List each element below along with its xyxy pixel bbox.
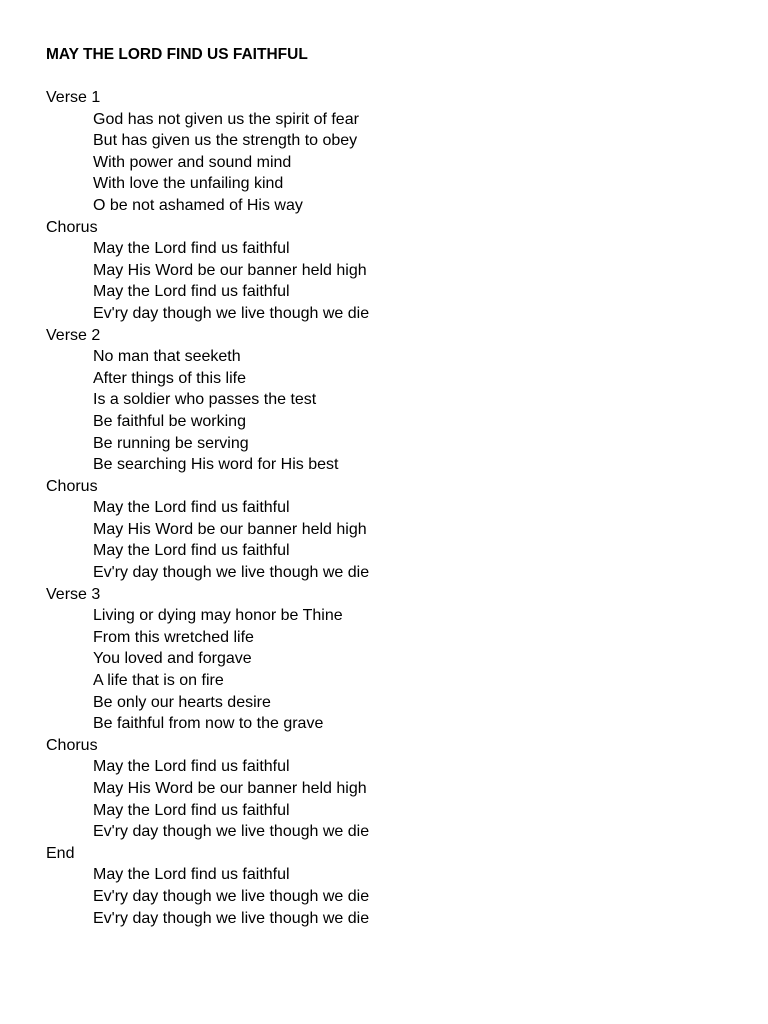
song-section: [46, 476, 746, 584]
lyric-line: O be not ashamed of His way: [93, 196, 303, 214]
lyric-line: From this wretched life: [93, 628, 254, 646]
lyric-line: May the Lord find us faithful: [93, 240, 290, 258]
song-section: [46, 87, 746, 217]
lyric-line: May the Lord find us faithful: [93, 866, 290, 884]
lyric-line: May the Lord find us faithful: [93, 542, 290, 560]
lyric-line: Be running be serving: [93, 434, 249, 452]
section-heading: Verse 3: [46, 585, 101, 603]
lyric-line: Be searching His word for His best: [93, 456, 339, 474]
lyric-line: With power and sound mind: [93, 153, 292, 171]
lyric-line: No man that seeketh: [93, 348, 241, 366]
lyric-line: A life that is on fire: [93, 672, 224, 690]
song-section: [46, 584, 746, 735]
lyric-line: May the Lord find us faithful: [93, 283, 290, 301]
lyric-line: After things of this life: [93, 369, 246, 387]
document-page: [46, 44, 746, 929]
song-section: [46, 843, 746, 929]
lyric-line: May the Lord find us faithful: [93, 801, 290, 819]
lyric-line: Ev'ry day though we live though we die: [93, 909, 370, 927]
section-heading: Chorus: [46, 736, 98, 754]
lyric-line: May His Word be our banner held high: [93, 520, 367, 538]
lyric-line: Be faithful be working: [93, 412, 246, 430]
lyric-line: With love the unfailing kind: [93, 175, 284, 193]
song-section: [46, 325, 746, 476]
lyric-line: Ev'ry day though we live though we die: [93, 564, 370, 582]
lyric-line: May the Lord find us faithful: [93, 758, 290, 776]
lyric-line: May the Lord find us faithful: [93, 499, 290, 517]
lyric-line: Be faithful from now to the grave: [93, 715, 324, 733]
lyric-line: Be only our hearts desire: [93, 693, 271, 711]
section-heading: End: [46, 844, 75, 862]
lyric-line: Ev'ry day though we live though we die: [93, 823, 370, 841]
lyric-line: Ev'ry day though we live though we die: [93, 887, 370, 905]
song-title: MAY THE LORD FIND US FAITHFUL: [46, 46, 308, 63]
section-heading: Verse 1: [46, 89, 101, 106]
lyric-line: God has not given us the spirit of fear: [93, 110, 359, 128]
lyric-line: You loved and forgave: [93, 650, 252, 668]
song-section: [46, 217, 746, 325]
lyric-line: May His Word be our banner held high: [93, 261, 367, 279]
lyric-line: Is a soldier who passes the test: [93, 391, 317, 409]
lyric-line: Living or dying may honor be Thine: [93, 607, 343, 625]
song-sections: [46, 87, 746, 929]
section-heading: Chorus: [46, 218, 98, 236]
section-heading: Verse 2: [46, 326, 101, 344]
section-heading: Chorus: [46, 477, 98, 495]
lyric-line: Ev'ry day though we live though we die: [93, 304, 370, 322]
lyric-line: But has given us the strength to obey: [93, 132, 358, 150]
lyric-line: May His Word be our banner held high: [93, 780, 367, 797]
song-section: [46, 735, 746, 843]
